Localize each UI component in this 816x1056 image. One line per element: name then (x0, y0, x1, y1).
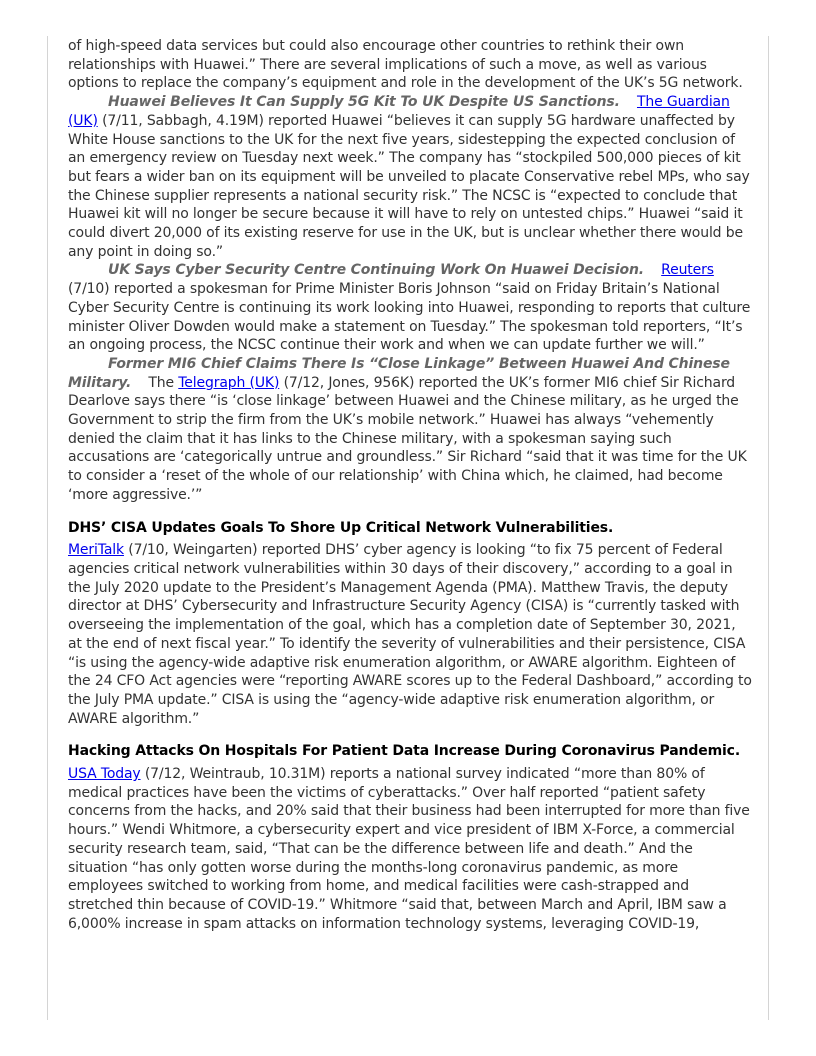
story-body: (7/11, Sabbagh, 4.19M) reported Huawei “believes it can supply 5G hardware unaffected by White House sanctions to the UK for the next five years, sidestepping the expected conclusion of an emergency review on Tuesday next week.” The company has “stockpiled 500,000 pieces of kit but fears a wider ban on its equipment will be unveiled to placate Conservative rebel MPs, who say the Chinese supplier represents a national security risk.” The NCSC is “expected to conclude that Huawei kit will no longer be secure because it will have to rely on untested chips.” Huawei “said it could divert 20,000 of its existing reserve for use in the UK, but is unclear whether there would be any point in doing so.” (68, 112, 750, 260)
story-body: (7/10) reported a spokesman for Prime Minister Boris Johnson “said on Friday Britain’s National Cyber Security Centre is continuing its work looking into Huawei, responding to reports that culture minister Oliver Dowden would make a statement on Tuesday.” The spokesman told reporters, “It’s an ongoing process, the NCSC continue their work and when we can update further we will.” (68, 281, 751, 354)
document-body (68, 37, 752, 933)
article-body: (7/12, Weintraub, 10.31M) reports a national survey indicated “more than 80% of medical practices have been the victims of cyberattacks.” Over half reported “patient safety concerns from the hacks, and 20% said that their business had been interrupted for more than five hours.” Wendi Whitmore, a cybersecurity expert and vice president of IBM X-Force, a commercial security research team, said, “That can be the difference between life and death.” And the situation “has only gotten worse during the months-long coronavirus pandemic, as more employees switched to working from home, and medical facilities were cash-strapped and stretched thin because of COVID-19.” Whitmore “said that, between March and April, IBM saw a 6,000% increase in spam attacks on information technology systems, leveraging COVID-19, (68, 766, 750, 932)
story-paragraph (68, 261, 752, 355)
article-paragraph (68, 765, 752, 933)
story-paragraph (68, 355, 752, 505)
story-title: Former MI6 Chief Claims There Is “Close Linkage” Between Huawei And Chinese Military. (68, 355, 730, 391)
article-headline: DHS’ CISA Updates Goals To Shore Up Critical Network Vulnerabilities. (68, 519, 614, 536)
story-pre: The (148, 374, 179, 391)
intro-paragraph: of high-speed data services but could also encourage other countries to rethink their own relationships with Huawei.” There are several implications of such a move, as well as various options to replace the company’s equipment and role in the development of the UK’s 5G network. (68, 38, 743, 92)
story-title: UK Says Cyber Security Centre Continuing Work On Huawei Decision. (108, 262, 644, 279)
article-headline: Hacking Attacks On Hospitals For Patient Data Increase During Coronavirus Pandemic. (68, 743, 740, 760)
article-body: (7/10, Weingarten) reported DHS’ cyber agency is looking “to fix 75 percent of Federal agencies critical network vulnerabilities within 30 days of their discovery,” according to a goal in the July 2020 update to the President’s Management Agenda (PMA). Matthew Travis, the deputy director at DHS’ Cybersecurity and Infrastructure Security Agency (CISA) is “currently tasked with overseeing the implementation of the goal, which has a completion date of September 30, 2021, at the end of next fiscal year.” To identify the severity of vulnerabilities and their persistence, CISA “is using the agency-wide adaptive risk enumeration algorithm, or AWARE algorithm. Eighteen of the 24 CFO Act agencies were “reporting AWARE scores up to the Federal Dashboard,” according to the July PMA update.” CISA is using the “agency-wide adaptive risk enumeration algorithm, or AWARE algorithm.” (68, 542, 752, 727)
story-paragraph (68, 93, 752, 261)
source-link[interactable]: Reuters (661, 262, 714, 279)
story-body: (7/12, Jones, 956K) reported the UK’s former MI6 chief Sir Richard Dearlove says there “is ‘close linkage’ between Huawei and the Chinese military, as he urged the Government to strip the firm from the UK’s mobile network.” Huawei has always “vehemently denied the claim that it has links to the Chinese military, with a spokesman saying such accusations are ‘categorically untrue and groundless.” Sir Richard “said that it was time for the UK to consider a ‘reset of the whole of our relationship’ with China which, he claimed, had become ‘more aggressive.’” (68, 374, 747, 503)
source-link[interactable]: Telegraph (UK) (178, 374, 280, 391)
story-title: Huawei Believes It Can Supply 5G Kit To UK Despite US Sanctions. (108, 94, 620, 111)
source-link[interactable]: The Guardian (UK) (68, 94, 730, 129)
source-link[interactable]: MeriTalk (68, 542, 124, 559)
source-link[interactable]: USA Today (68, 766, 141, 783)
article-paragraph (68, 541, 752, 728)
